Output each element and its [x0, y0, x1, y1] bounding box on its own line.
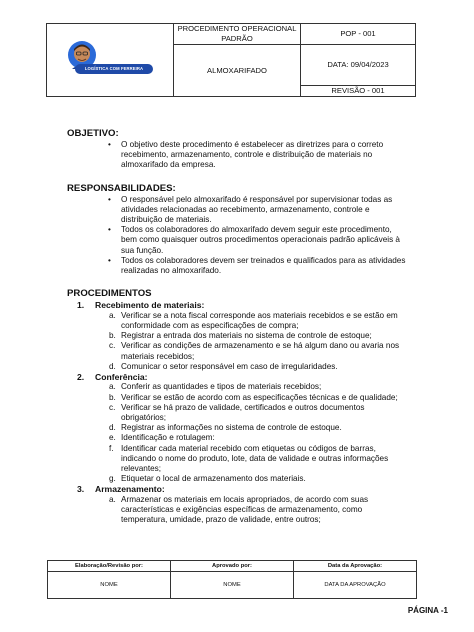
list-item: d. Registrar as informações no sistema de controle de estoque. — [109, 423, 342, 433]
list-item: g. Etiquetar o local de armazenamento dos materiais. — [109, 474, 306, 484]
document-header — [46, 23, 416, 97]
data-aprovacao-value: DATA DA APROVAÇÃO — [294, 572, 417, 599]
document-body — [67, 128, 407, 526]
list-item: • O objetivo deste procedimento é estabelecer as diretrizes para o correto recebimento, armazenamento, controle e distribuição de materiais no almoxarifado da empresa. — [121, 140, 407, 171]
list-item: a. Conferir as quantidades e tipos de materiais recebidos; — [109, 382, 322, 392]
objetivo-heading: OBJETIVO: — [67, 128, 119, 139]
list-item: b. Registrar a entrada dos materiais no sistema de controle de estoque; — [109, 331, 372, 341]
doc-code: POP - 001 — [301, 24, 416, 45]
page-number: PÁGINA -1 — [407, 606, 448, 615]
doc-title-line2: PADRÃO — [221, 34, 253, 43]
doc-revision: REVISÃO - 001 — [301, 86, 416, 97]
approval-table — [47, 560, 417, 599]
list-item: c. Verificar se há prazo de validade, certificados e outros documentos obrigatórios; — [109, 402, 365, 423]
aprovado-name: NOME — [171, 572, 294, 599]
list-item: • Todos os colaboradores devem ser treinados e qualificados para as atividades realizadas no almoxarifado. — [121, 256, 407, 276]
list-item: • O responsável pelo almoxarifado é responsável por supervisionar todas as atividades relacionadas ao recebimento, armazenamento, controle e distribuição de materiais. — [121, 195, 407, 226]
elaboracao-header: Elaboração/Revisão por: — [48, 561, 171, 572]
proc-section-title: 1. Recebimento de materiais: — [77, 300, 205, 311]
doc-date: DATA: 09/04/2023 — [301, 45, 416, 86]
title-cell — [174, 24, 301, 45]
logo-cell — [47, 24, 174, 97]
list-item: c. Verificar as condições de armazenamento e se há algum dano ou avaria nos materiais recebidos; — [109, 341, 400, 361]
list-item: a. Armazenar os materiais em locais apropriados, de acordo com suas características e exigências específicas de armazenamento, como temperatura, umidade, prazo de validade, entre outros; — [109, 494, 369, 525]
company-logo — [49, 24, 171, 96]
responsabilidades-heading: RESPONSABILIDADES: — [67, 182, 176, 194]
proc-section-title: 3. Armazenamento: — [77, 484, 165, 495]
data-aprovacao-header: Data da Aprovação: — [294, 561, 417, 572]
list-item: f. Identificar cada material recebido com etiquetas ou códigos de barras, indicando o nome do produto, lote, data de validade e outras informações relevantes; — [109, 443, 389, 474]
list-item: d. Comunicar o setor responsável em caso de irregularidades. — [109, 361, 338, 371]
proc-section-title: 2. Conferência: — [77, 371, 148, 382]
department: ALMOXARIFADO — [174, 45, 301, 97]
list-item: b. Verificar se estão de acordo com as especificações técnicas e de qualidade; — [109, 392, 398, 402]
aprovado-header: Aprovado por: — [171, 561, 294, 572]
elaboracao-name: NOME — [48, 572, 171, 599]
procedimentos-heading: PROCEDIMENTOS — [67, 288, 152, 300]
list-item: a. Verificar se a nota fiscal corresponde aos materiais recebidos e se estão em conformidade com as especificações de compra; — [109, 310, 398, 330]
doc-title-line1: PROCEDIMENTO OPERACIONAL — [177, 24, 297, 33]
list-item: • Todos os colaboradores do almoxarifado devem seguir este procedimento, bem como quaisquer outros procedimentos operacionais padrão aplicáveis à sua função. — [121, 225, 407, 256]
list-item: e. Identificação e rotulagem: — [109, 433, 215, 443]
logo-text: LOGÍSTICA COM FERREIRA — [75, 64, 153, 74]
objetivo-list — [67, 140, 407, 171]
responsabilidades-list — [67, 195, 407, 277]
